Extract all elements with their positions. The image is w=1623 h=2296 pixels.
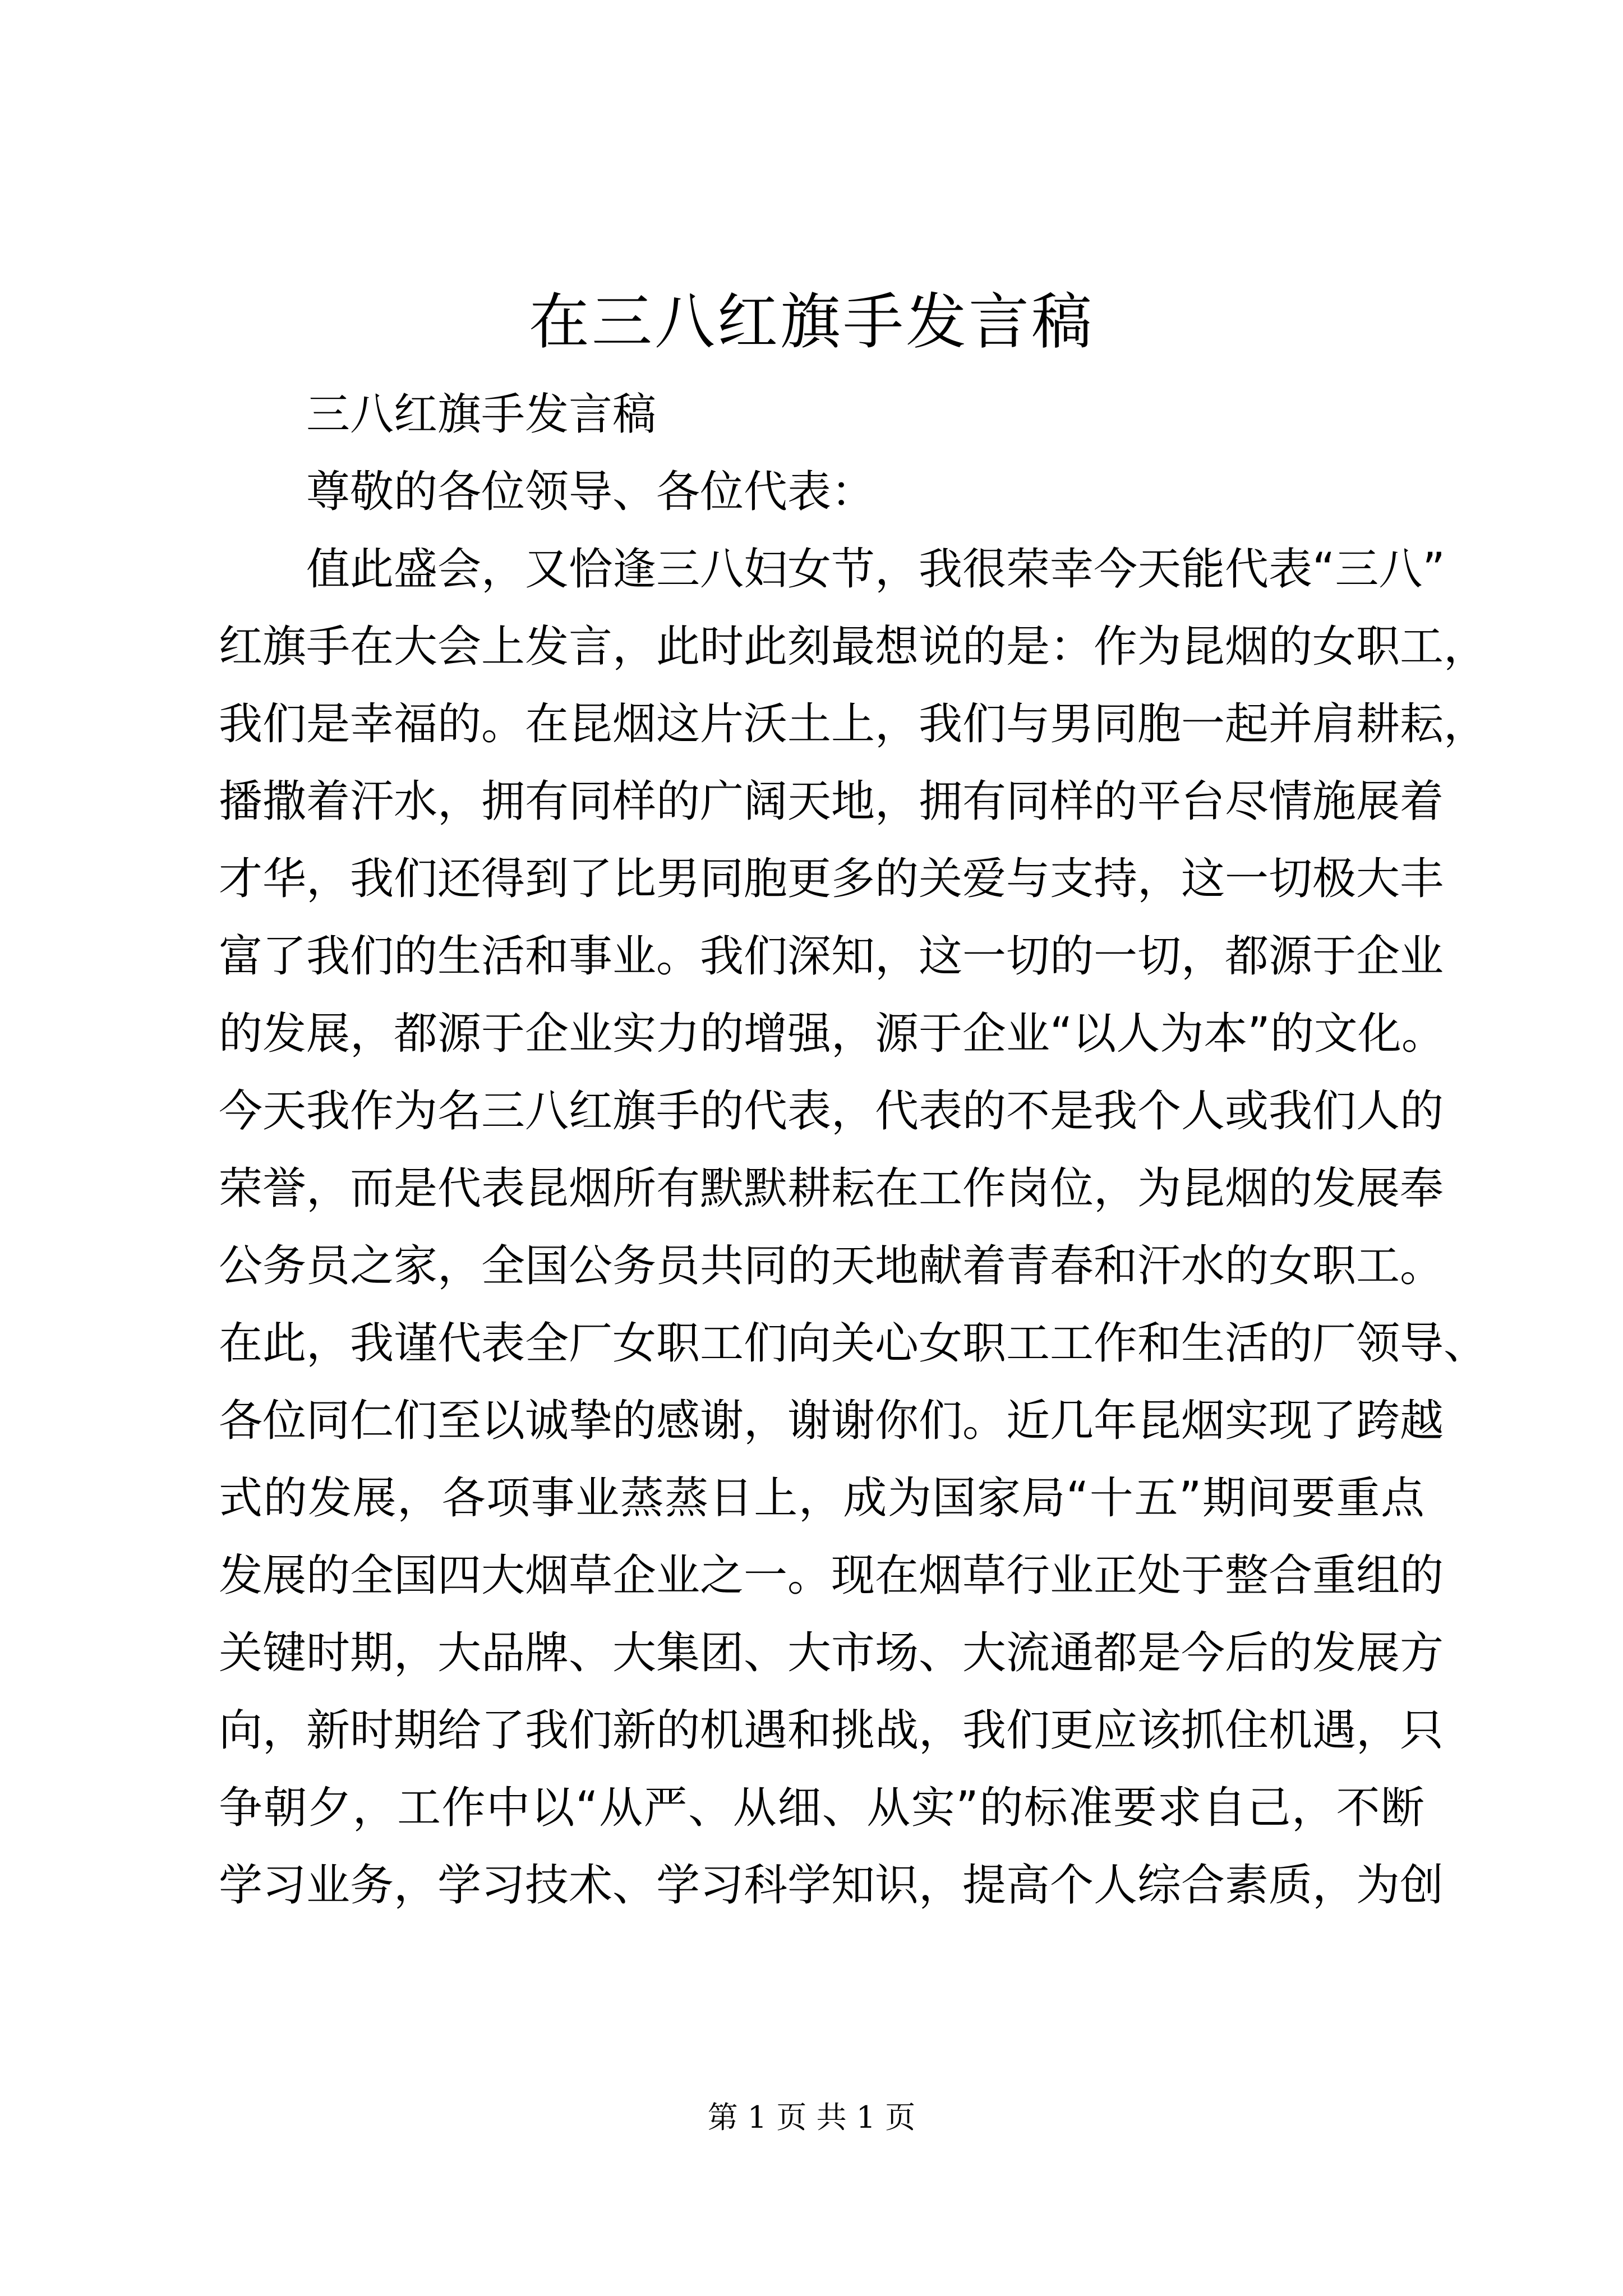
paragraph-line: 我们是幸福的。在昆烟这片沃土上，我们与男同胞一起并肩耕耘，	[219, 699, 1488, 749]
paragraph-line: 向，新时期给了我们新的机遇和挑战，我们更应该抓住机遇，只	[219, 1705, 1444, 1756]
paragraph-line: 富了我们的生活和事业。我们深知，这一切的一切，都源于企业	[219, 931, 1444, 982]
paragraph-line: 争朝夕，工作中以“从严、从细、从实”的标准要求自己，不断	[219, 1783, 1424, 1833]
paragraph-line: 红旗手在大会上发言，此时此刻最想说的是：作为昆烟的女职工，	[219, 622, 1488, 672]
paragraph-line: 关键时期，大品牌、大集团、大市场、大流通都是今后的发展方	[219, 1628, 1444, 1678]
page-number-footer: 第 1 页 共 1 页	[707, 2100, 916, 2135]
paragraph-line: 值此盛会，又恰逢三八妇女节，我很荣幸今天能代表“三八”	[306, 544, 1445, 595]
subtitle-line: 三八红旗手发言稿	[306, 389, 657, 440]
document-body	[219, 376, 1488, 1924]
paragraph-line: 才华，我们还得到了比男同胞更多的关爱与支持，这一切极大丰	[219, 854, 1444, 904]
paragraph-line: 公务员之家，全国公务员共同的天地献着青春和汗水的女职工。	[219, 1241, 1444, 1291]
paragraph-line: 各位同仁们至以诚挚的感谢，谢谢你们。近几年昆烟实现了跨越	[219, 1396, 1444, 1446]
document-title: 在三八红旗手发言稿	[528, 287, 1094, 357]
paragraph-line: 学习业务，学习技术、学习科学知识，提高个人综合素质，为创	[219, 1860, 1444, 1911]
paragraph-line: 今天我作为名三八红旗手的代表，代表的不是我个人或我们人的	[219, 1086, 1444, 1137]
paragraph-line: 播撒着汗水，拥有同样的广阔天地，拥有同样的平台尽情施展着	[219, 776, 1444, 827]
salutation-line: 尊敬的各位领导、各位代表：	[306, 467, 875, 517]
paragraph-line: 在此，我谨代表全厂女职工们向关心女职工工作和生活的厂领导、	[219, 1318, 1488, 1369]
paragraph-line: 式的发展，各项事业蒸蒸日上，成为国家局“十五”期间要重点	[219, 1473, 1424, 1524]
paragraph-line: 的发展，都源于企业实力的增强，源于企业“以人为本”的文化。	[219, 1009, 1445, 1059]
paragraph-line: 发展的全国四大烟草企业之一。现在烟草行业正处于整合重组的	[219, 1550, 1444, 1601]
paragraph-line: 荣誉，而是代表昆烟所有默默耕耘在工作岗位，为昆烟的发展奉	[219, 1163, 1444, 1214]
